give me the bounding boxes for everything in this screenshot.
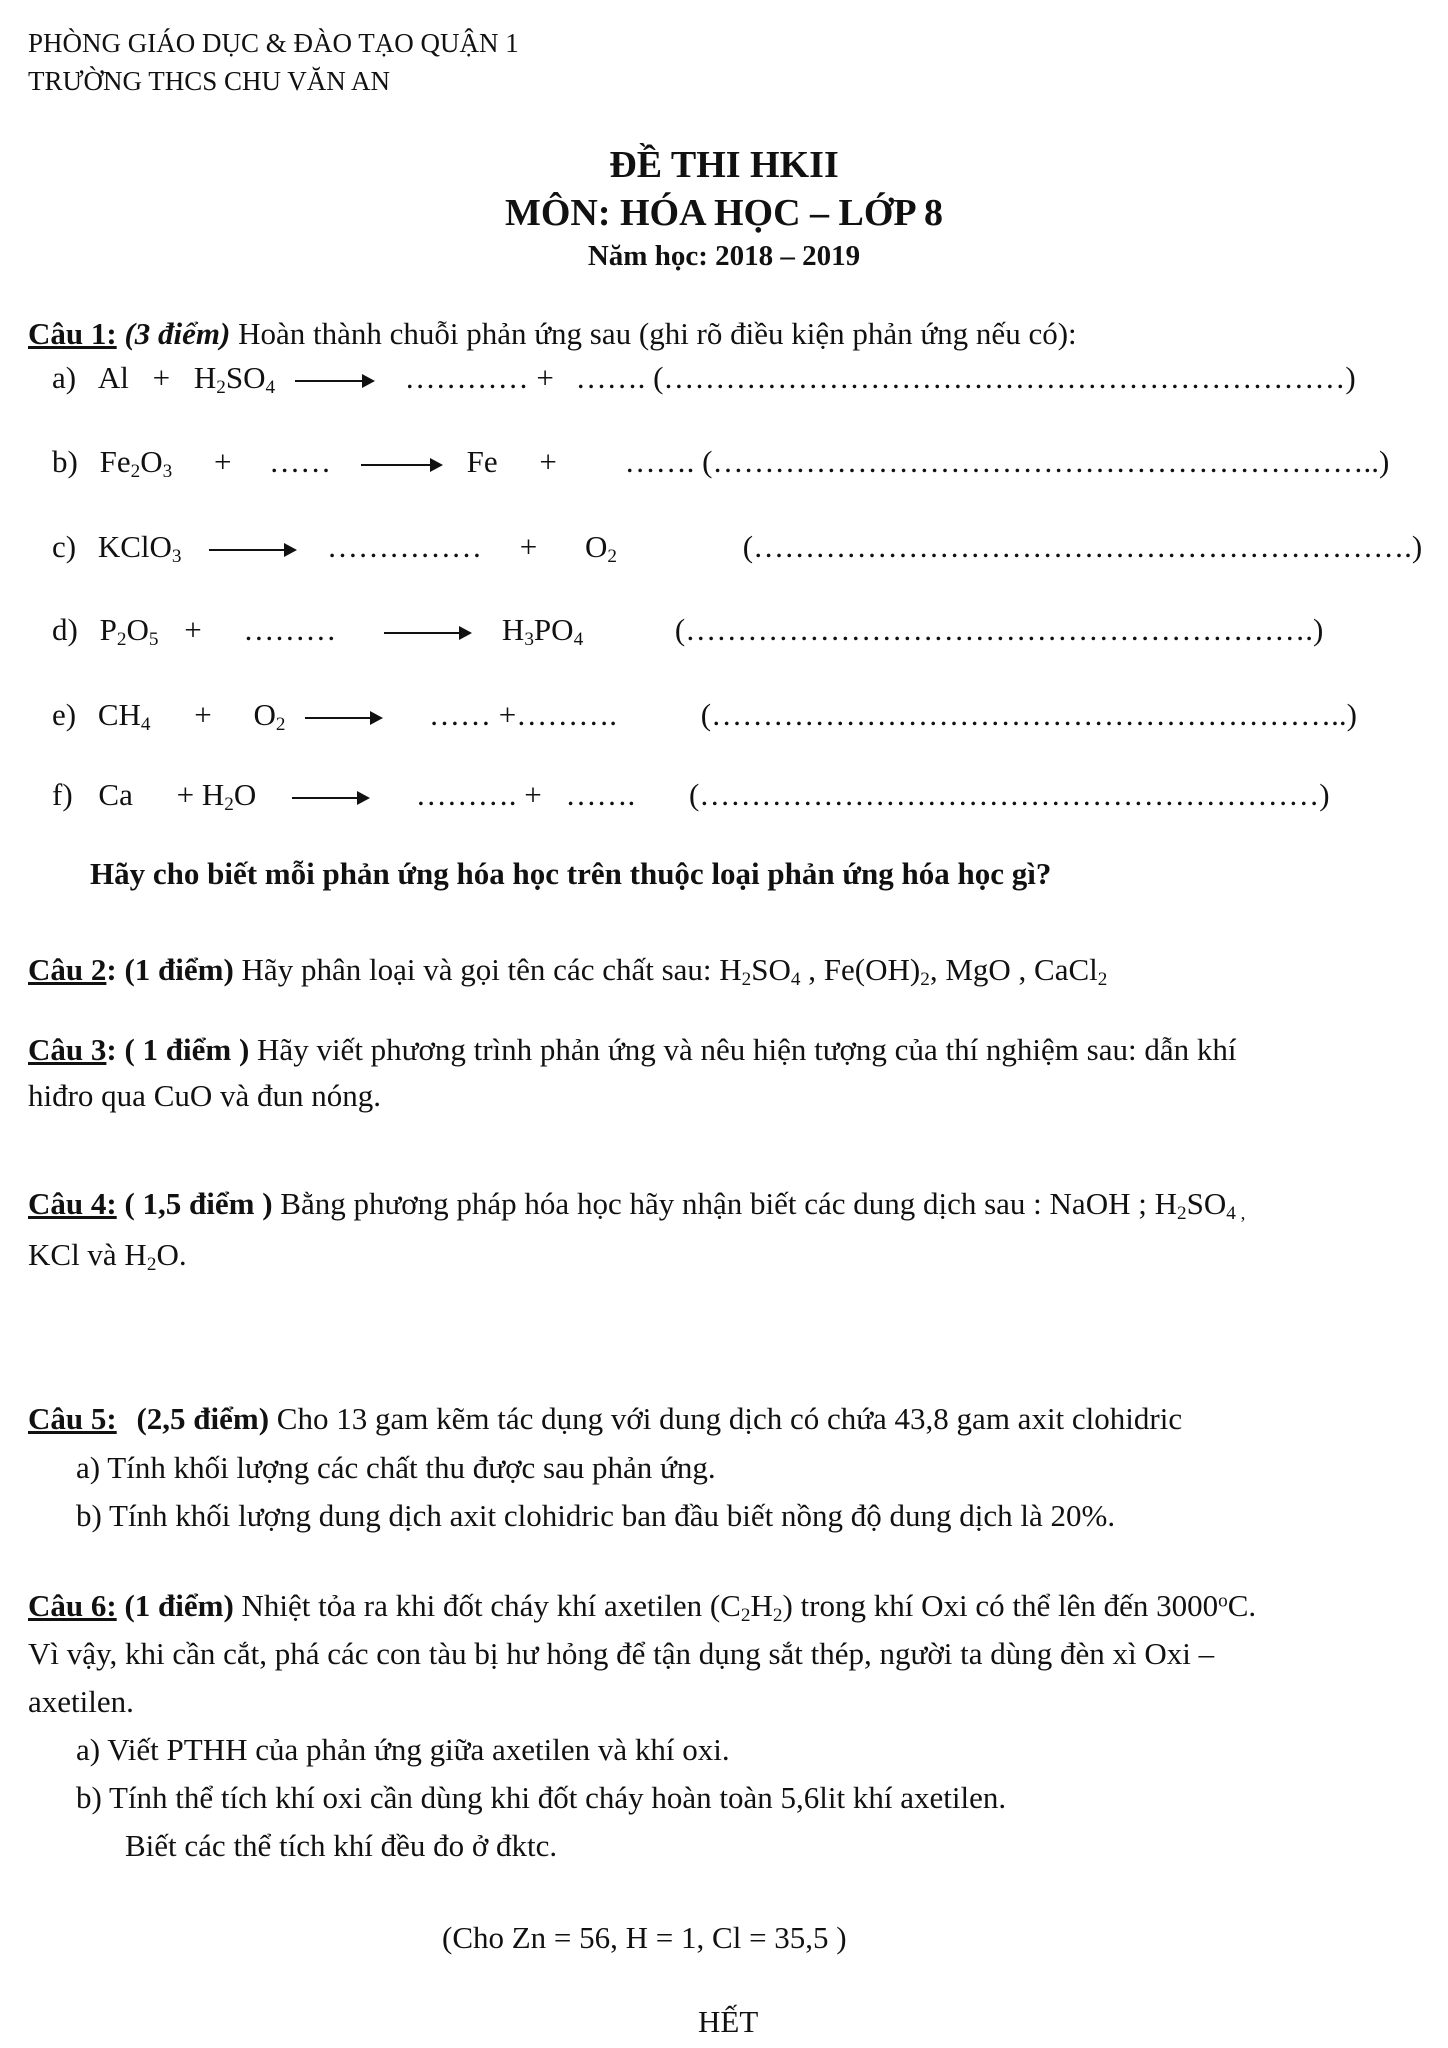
reaction-arrow — [295, 380, 373, 382]
question-6-line2: Vì vậy, khi cần cắt, phá các con tàu bị hư hỏng để tận dụng sắt thép, người ta dùng đèn xì Oxi – — [28, 1636, 1215, 1671]
question-4-line1: Câu 4: ( 1,5 điểm ) Bằng phương pháp hóa học hãy nhận biết các dung dịch sau : NaOH ; $H_2SO_{4 ,}$ — [28, 1186, 1246, 1224]
question-1-label: Câu 1: — [28, 316, 117, 351]
reaction-c: c) KClO$_3$ …………… + $O_2$ (……………………………………………………….) — [52, 529, 1423, 567]
school-year: Năm học: 2018 – 2019 — [587, 240, 861, 272]
question-3-line2: hiđro qua CuO và đun nóng. — [28, 1078, 382, 1113]
question-6b-note: Biết các thể tích khí đều đo ở đktc. — [125, 1828, 558, 1863]
reaction-b: b) $Fe_2O_3$ + …… Fe + ……. (………………………………………………………..) — [52, 444, 1390, 482]
reaction-arrow — [292, 797, 368, 799]
question-6a: a) Viết PTHH của phản ứng giữa axetilen và khí oxi. — [76, 1732, 730, 1767]
reaction-arrow — [305, 717, 381, 719]
reaction-a: a) $Al + H_2SO_4$ ………… + ……. (…………………………………………………………) — [52, 360, 1356, 398]
question-4-line2: KCl và $H_2O$. — [28, 1237, 187, 1275]
end-marker: HẾT — [698, 2004, 759, 2039]
reaction-arrow — [384, 632, 470, 634]
question-3-line1: Câu 3: ( 1 điểm ) Hãy viết phương trình phản ứng và nêu hiện tượng của thí nghiệm sau: dẫn khí — [28, 1032, 1237, 1067]
question-2: Câu 2: (1 điểm) Hãy phân loại và gọi tên các chất sau: $H_2SO_4$ , $Fe(OH)_2$, MgO , CaCl$_2$ — [28, 952, 1108, 990]
question-6-line1: Câu 6: (1 điểm) Nhiệt tỏa ra khi đốt cháy khí axetilen $(C_2H_2)$ trong khí Oxi có thể lên đến 3000$^o$C. — [28, 1588, 1257, 1626]
exam-title: ĐỀ THI HKII — [609, 144, 839, 186]
department: PHÒNG GIÁO DỤC & ĐÀO TẠO QUẬN 1 — [28, 28, 519, 58]
question-1-heading — [28, 318, 1077, 349]
subject-title: MÔN: HÓA HỌC – LỚP 8 — [504, 192, 944, 234]
question-5b: b) Tính khối lượng dung dịch axit clohidric ban đầu biết nồng độ dung dịch là 20%. — [76, 1498, 1116, 1533]
reaction-arrow — [209, 549, 295, 551]
reaction-f: f) $Ca + H_2O$ ………. + ……. (……………………………………………………) — [52, 777, 1330, 815]
school: TRƯỜNG THCS CHU VĂN AN — [28, 66, 390, 96]
reaction-arrow — [361, 464, 441, 466]
question-5: Câu 5: (2,5 điểm) Cho 13 gam kẽm tác dụng với dung dịch có chứa 43,8 gam axit clohidric — [28, 1401, 1183, 1436]
reaction-e: e) $CH_4 + O_2$ …… +………. (……………………………………………………..) — [52, 697, 1357, 735]
question-6b: b) Tính thể tích khí oxi cần dùng khi đốt cháy hoàn toàn 5,6lit khí axetilen. — [76, 1780, 1007, 1815]
question-1-text: Hoàn thành chuỗi phản ứng sau (ghi rõ điều kiện phản ứng nếu có): — [238, 316, 1077, 351]
question-6-line3: axetilen. — [28, 1684, 134, 1719]
reaction-d: d) $P_2O_5$ + ……… $H_3PO_4$ (…………………………………………………….) — [52, 612, 1324, 650]
given-values: (Cho Zn = 56, H = 1, Cl = 35,5 ) — [442, 1920, 847, 1955]
question-1-points: (3 điểm) — [124, 316, 231, 351]
question-1-followup: Hãy cho biết mỗi phản ứng hóa học trên thuộc loại phản ứng hóa học gì? — [90, 856, 1052, 891]
question-5a: a) Tính khối lượng các chất thu được sau phản ứng. — [76, 1450, 716, 1485]
